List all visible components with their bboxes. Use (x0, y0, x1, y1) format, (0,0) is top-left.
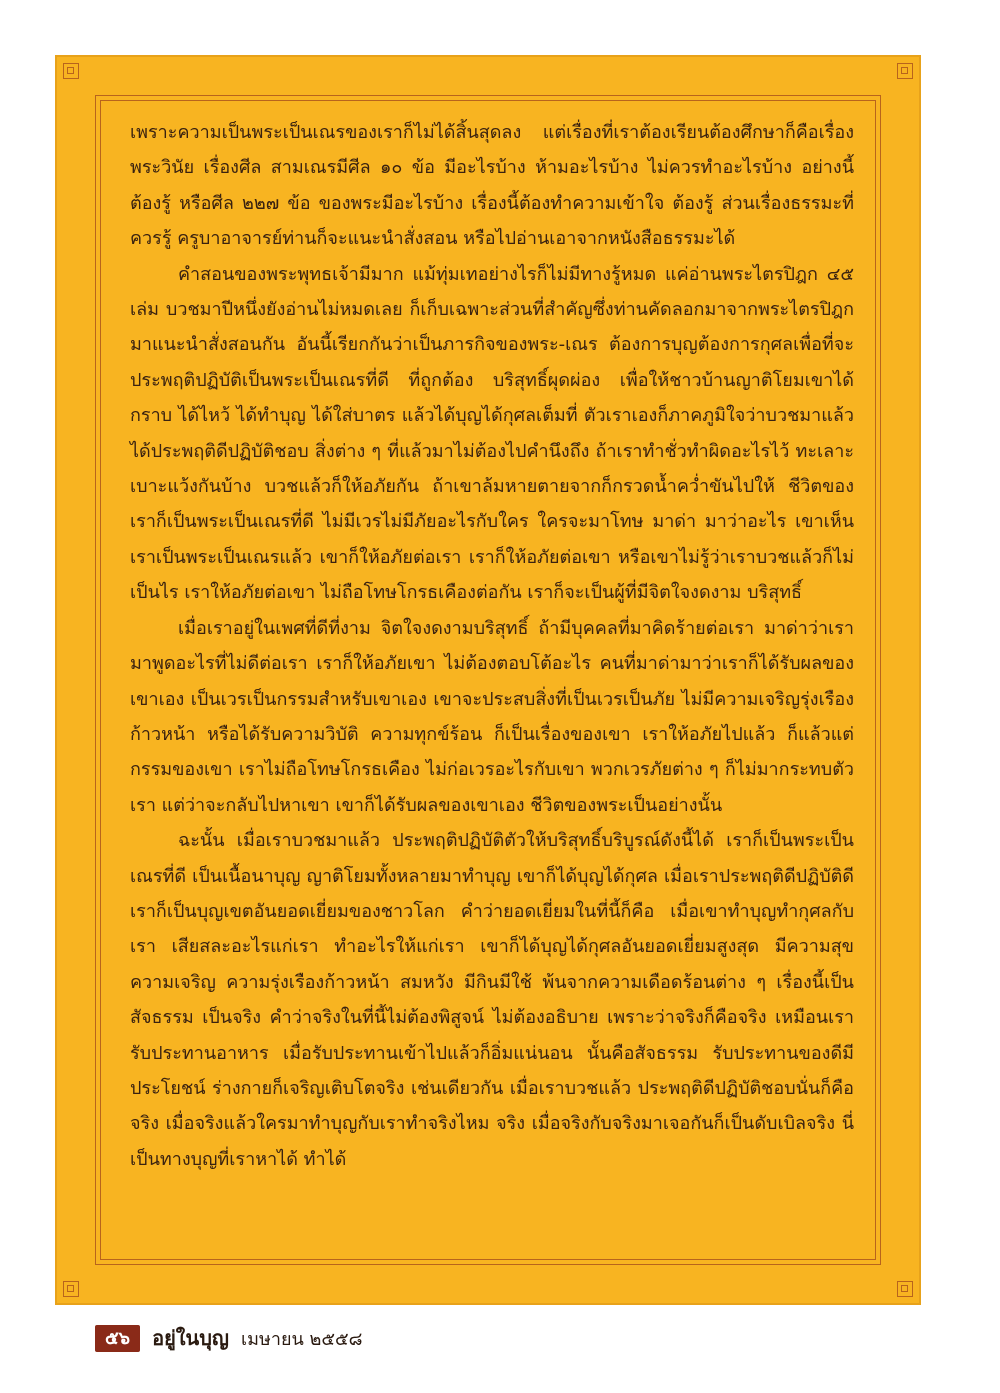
issue-date: เมษายน ๒๕๕๘ (240, 1328, 363, 1350)
article-body (130, 115, 854, 1177)
paragraph-1: เพราะความเป็นพระเป็นเณรของเราก็ไม่ได้สิ้นสุดลง แต่เรื่องที่เราต้องเรียนต้องศึกษาก็คือเรื่องพระวินัย เรื่องศีล สามเณรมีศีล ๑๐ ข้อ มีอะไรบ้าง ห้ามอะไรบ้าง ไม่ควรทำอะไรบ้าง อย่างนี้ต้องรู้ หรือศีล ๒๒๗ ข้อ ของพระมีอะไรบ้าง เรื่องนี้ต้องทำความเข้าใจ ต้องรู้ ส่วนเรื่องธรรมะที่ควรรู้ ครูบาอาจารย์ท่านก็จะแนะนำสั่งสอน หรือไปอ่านเอาจากหนังสือธรรมะได้ (130, 122, 854, 250)
page-footer (95, 1323, 363, 1353)
paragraph-4: ฉะนั้น เมื่อเราบวชมาแล้ว ประพฤติปฏิบัติตัวให้บริสุทธิ์บริบูรณ์ดังนี้ได้ เราก็เป็นพระเป็นเณรที่ดี เป็นเนื้อนาบุญ ญาติโยมทั้งหลายมาทำบุญ เขาก็ได้บุญได้กุศล เมื่อเราประพฤติดีปฏิบัติดี เราก็เป็นบุญเขตอันยอดเยี่ยมของชาวโลก คำว่ายอดเยี่ยมในที่นี้ก็คือ เมื่อเขาทำบุญทำกุศลกับเรา เสียสละอะไรแก่เรา ทำอะไรให้แก่เรา เขาก็ได้บุญได้กุศลอันยอดเยี่ยมสูงสุด มีความสุข ความเจริญ ความรุ่งเรืองก้าวหน้า สมหวัง มีกินมีใช้ พ้นจากความเดือดร้อนต่าง ๆ เรื่องนี้เป็นสัจธรรม เป็นจริง คำว่าจริงในที่นี้ไม่ต้องพิสูจน์ ไม่ต้องอธิบาย เพราะว่าจริงก็คือจริง เหมือนเรารับประทานอาหาร เมื่อรับประทานเข้าไปแล้วก็อิ่มแน่นอน นั้นคือสัจธรรม รับประทานของดีมีประโยชน์ ร่างกายก็เจริญเติบโตจริง เช่นเดียวกัน เมื่อเราบวชแล้ว ประพฤติดีปฏิบัติชอบนั่นก็คือจริง เมื่อจริงแล้วใครมาทำบุญกับเราทำจริงไหม จริง เมื่อจริงกับจริงมาเจอกันก็เป็นดับเบิลจริง นี่เป็นทางบุญที่เราหาได้ ทำได้ (130, 830, 854, 1170)
page-panel (55, 55, 921, 1305)
paragraph-3: เมื่อเราอยู่ในเพศที่ดีที่งาม จิตใจงดงามบริสุทธิ์ ถ้ามีบุคคลที่มาคิดร้ายต่อเรา มาด่าว่าเรา มาพูดอะไรที่ไม่ดีต่อเรา เราก็ให้อภัยเขา ไม่ต้องตอบโต้อะไร คนที่มาด่ามาว่าเราก็ได้รับผลของเขาเอง เป็นเวรเป็นกรรมสำหรับเขาเอง เขาจะประสบสิ่งที่เป็นเวรเป็นภัย ไม่มีความเจริญรุ่งเรืองก้าวหน้า หรือได้รับความวิบัติ ความทุกข์ร้อน ก็เป็นเรื่องของเขา เราให้อภัยไปแล้ว ก็แล้วแต่กรรมของเขา เราไม่ถือโทษโกรธเคือง ไม่ก่อเวรอะไรกับเขา พวกเวรภัยต่าง ๆ ก็ไม่มากระทบตัวเรา แต่ว่าจะกลับไปหาเขา เขาก็ได้รับผลของเขาเอง ชีวิตของพระเป็นอย่างนั้น (130, 617, 854, 816)
paragraph-2: คำสอนของพระพุทธเจ้ามีมาก แม้ทุ่มเทอย่างไรก็ไม่มีทางรู้หมด แค่อ่านพระไตรปิฎก ๔๕ เล่ม บวชมาปีหนึ่งยังอ่านไม่หมดเลย ก็เก็บเฉพาะส่วนที่สำคัญซึ่งท่านคัดลอกมาจากพระไตรปิฎกมาแนะนำสั่งสอนกัน อันนี้เรียกกันว่าเป็นภารกิจของพระ-เณร ต้องการบุญต้องการกุศลเพื่อที่จะประพฤติปฏิบัติเป็นพระเป็นเณรที่ดี ที่ถูกต้อง บริสุทธิ์ผุดผ่อง เพื่อให้ชาวบ้านญาติโยมเขาได้กราบ ได้ไหว้ ได้ทำบุญ ได้ใส่บาตร แล้วได้บุญได้กุศลเต็มที่ ตัวเราเองก็ภาคภูมิใจว่าบวชมาแล้วได้ประพฤติดีปฏิบัติชอบ สิ่งต่าง ๆ ที่แล้วมาไม่ต้องไปคำนึงถึง ถ้าเราทำชั่วทำผิดอะไรไว้ ทะเลาะเบาะแว้งกันบ้าง บวชแล้วก็ให้อภัยกัน ถ้าเขาล้มหายตายจากก็กรวดน้ำคว่ำขันไปให้ ชีวิตของเราก็เป็นพระเป็นเณรที่ดี ไม่มีเวรไม่มีภัยอะไรกับใคร ใครจะมาโทษ มาด่า มาว่าอะไร เขาเห็นเราเป็นพระเป็นเณรแล้ว เขาก็ให้อภัยต่อเรา เราก็ให้อภัยต่อเขา หรือเขาไม่รู้ว่าเราบวชแล้วก็ไม่เป็นไร เราให้อภัยต่อเขา ไม่ถือโทษโกรธเคืองต่อกัน เราก็จะเป็นผู้ที่มีจิตใจงดงาม บริสุทธิ์ (130, 263, 854, 604)
page-number-badge: ๕๖ (95, 1325, 140, 1352)
corner-ornament-icon (897, 63, 913, 79)
corner-ornament-icon (897, 1281, 913, 1297)
corner-ornament-icon (63, 1281, 79, 1297)
corner-ornament-icon (63, 63, 79, 79)
magazine-title: อยู่ในบุญ (152, 1326, 229, 1350)
